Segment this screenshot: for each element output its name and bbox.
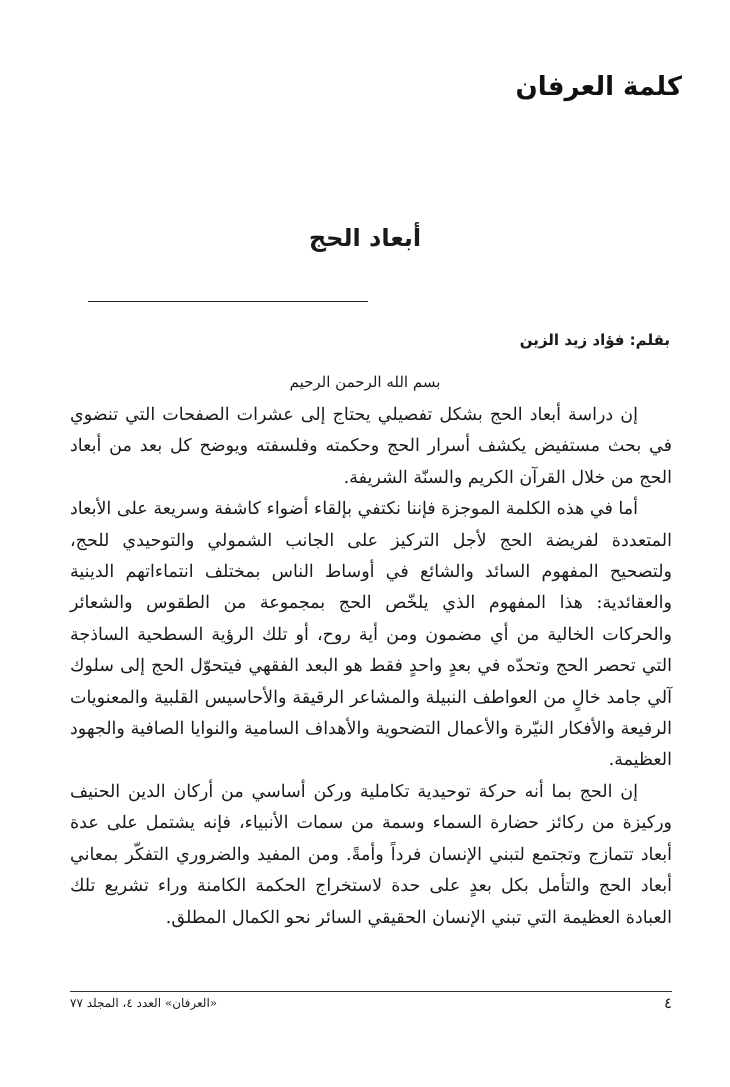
article-body [70,400,672,934]
article-title: أبعاد الحج [308,224,422,252]
basmala: بسم الله الرحمن الرحيم [289,373,441,391]
paragraph: أما في هذه الكلمة الموجزة فإننا نكتفي بإلقاء أضواء كاشفة وسريعة على الأبعاد المتعددة لفريضة الحج لأجل التركيز على الجانب الشمولي والتوحيدي للحج، ولتصحيح المفهوم السائد والشائع في أوساط الناس بمختلف انتماءاتهم الدينية والعقائدية: هذا المفهوم الذي يلخّص الحج بمجموعة من الطقوس والشعائر والحركات الخالية من أي مضمون ومن أية روح، أو تلك الرؤية السطحية الساذجة التي تحصر الحج وتحدّه في بعدٍ واحدٍ فقط هو البعد الفقهي فيتحوّل الحج إلى سلوك آلي جامد خالٍ من العواطف النبيلة والمشاعر الرقيقة والأحاسيس القلبية والمعنويات الرفيعة والأفكار النيّرة والأعمال التضحوية والأهداف السامية والنوايا الصافية والجهود العظيمة. [70,499,672,771]
page-number: ٤ [663,994,672,1012]
paragraph: إن دراسة أبعاد الحج بشكل تفصيلي يحتاج إلى عشرات الصفحات التي تنضوي في بحث مستفيض يكشف أسرار الحج وحكمته وفلسفته ويوضح كل بعد من أبعاد الحج من خلال القرآن الكريم والسنّة الشريفة. [70,405,672,488]
paragraph: إن الحج بما أنه حركة توحيدية تكاملية وركن أساسي من أركان الدين الحنيف وركيزة من ركائز حضارة السماء وسمة من سمات الأنبياء، فإنه يشتمل على عدة أبعاد تتمازج وتجتمع لتبني الإنسان فرداً وأمةً. ومن المفيد والضروري التفكّر بمعاني أبعاد الحج والتأمل بكل بعدٍ على حدة لاستخراج الحكمة الكامنة وراء تشريع تلك العبادة العظيمة التي تبني الإنسان الحقيقي السائر نحو الكمال المطلق. [70,781,672,928]
author-line: بقلم: فؤاد زيد الزين [519,331,670,349]
journal-reference: «العرفان» العدد ٤، المجلد ٧٧ [70,996,218,1010]
page-footer [70,991,672,1014]
section-header: كلمة العرفان [515,72,682,102]
divider-rule [88,301,368,302]
